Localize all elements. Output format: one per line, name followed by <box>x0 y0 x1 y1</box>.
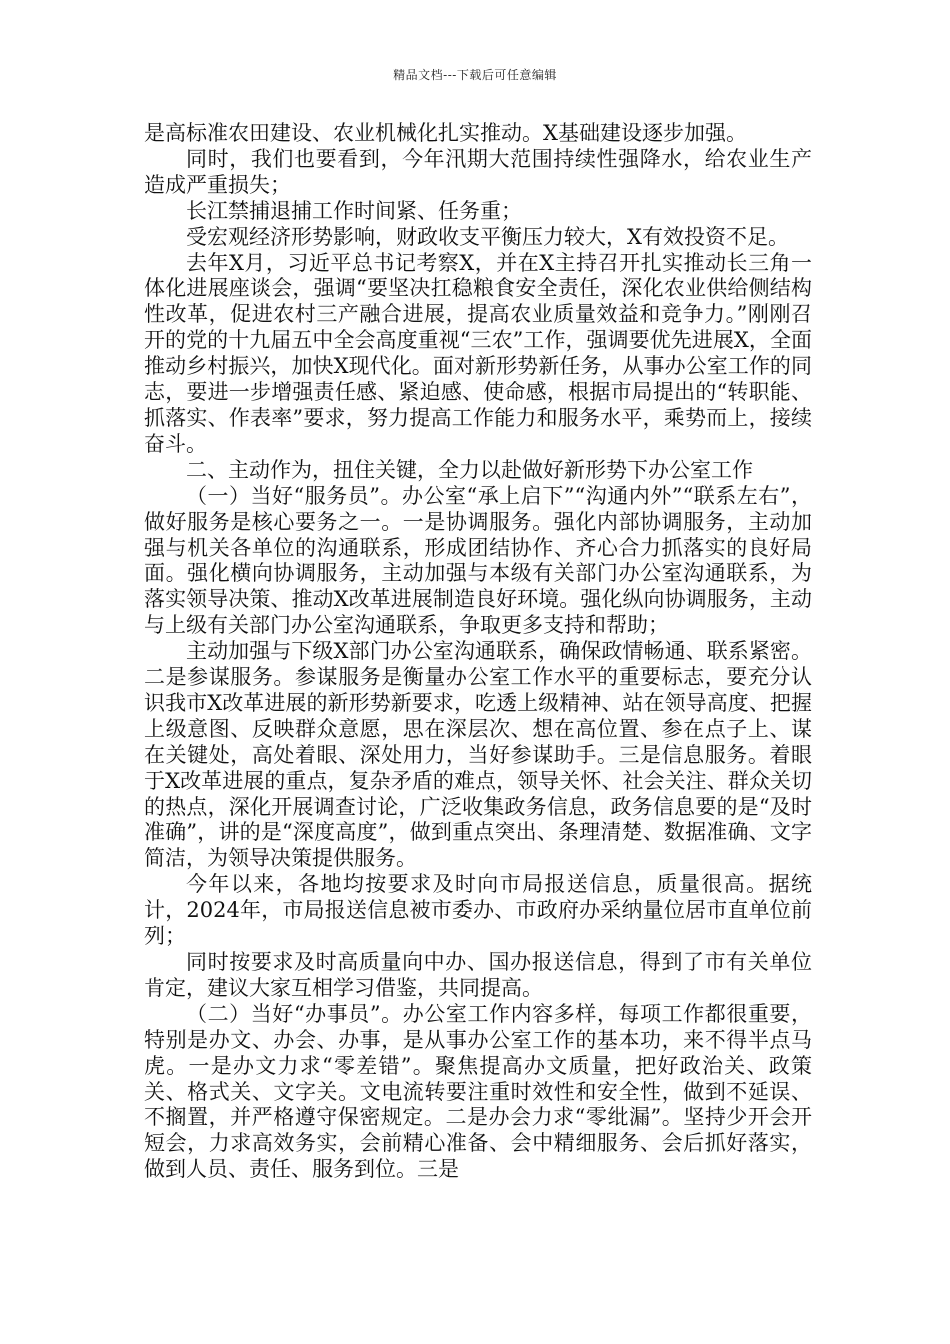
document-body <box>144 121 812 1183</box>
paragraph: 主动加强与下级X部门办公室沟通联系，确保政情畅通、联系紧密。二是参谋服务。参谋服务是衡量办公室工作水平的重要标志，要充分认识我市X改革进展的新形势新要求，吃透上级精神、站在领导高度、把握上级意图、反映群众意愿，思在深层次、想在高位置、参在点子上、谋在关键处，高处着眼、深处用力，当好参谋助手。三是信息服务。着眼于X改革进展的重点，复杂矛盾的难点，领导关怀、社会关注、群众关切的热点，深化开展调查讨论，广泛收集政务信息，政务信息要的是“及时准确”，讲的是“深度高度”，做到重点突出、条理清楚、数据准确、文字简洁，为领导决策提供服务。 <box>144 639 812 871</box>
paragraph: 去年X月，习近平总书记考察X，并在X主持召开扎实推动长三角一体化进展座谈会，强调“要坚决扛稳粮食安全责任，深化农业供给侧结构性改革，促进农村三产融合进展，提高农业质量效益和竞争力。”刚刚召开的党的十九届五中全会高度重视“三农”工作，强调要优先进展X，全面推动乡村振兴，加快X现代化。面对新形势新任务，从事办公室工作的同志，要进一步增强责任感、紧迫感、使命感，根据市局提出的“转职能、抓落实、作表率”要求，努力提高工作能力和服务水平，乘势而上，接续奋斗。 <box>144 250 812 456</box>
paragraph: 同时，我们也要看到，今年汛期大范围持续性强降水，给农业生产造成严重损失； <box>144 146 812 197</box>
paragraph: 长江禁捕退捕工作时间紧、任务重； <box>186 198 522 223</box>
paragraph: （二）当好“办事员”。办公室工作内容多样，每项工作都很重要，特别是办文、办会、办事，是从事办公室工作的基本功，来不得半点马虎。一是办文力求“零差错”。聚焦提高办文质量，把好政治关、政策关、格式关、文字关。文电流转要注重时效性和安全性，做到不延误、不搁置，并严格遵守保密规定。二是办会力求“零纰漏”。坚持少开会开短会，力求高效务实，会前精心准备、会中精细服务、会后抓好落实，做到人员、责任、服务到位。三是 <box>144 1001 812 1182</box>
paragraph: 受宏观经济形势影响，财政收支平衡压力较大，X有效投资不足。 <box>186 224 789 249</box>
section-heading: 二、主动作为，扭住关键，全力以赴做好新形势下办公室工作 <box>186 457 753 482</box>
paragraph: 是高标准农田建设、农业机械化扎实推动。X基础建设逐步加强。 <box>144 121 747 145</box>
page-header: 精品文档---下载后可任意编辑 <box>393 68 557 82</box>
paragraph: 今年以来，各地均按要求及时向市局报送信息，质量很高。据统计，2024年，市局报送信息被市委办、市政府办采纳量位居市直单位前列； <box>144 872 812 949</box>
paragraph: 同时按要求及时高质量向中办、国办报送信息，得到了市有关单位肯定，建议大家互相学习借鉴，共同提高。 <box>144 950 812 1000</box>
paragraph: （一）当好“服务员”。办公室“承上启下”“沟通内外”“联系左右”，做好服务是核心要务之一。一是协调服务。强化内部协调服务，主动加强与机关各单位的沟通联系，形成团结协作、齐心合力抓落实的良好局面。强化横向协调服务，主动加强与本级有关部门办公室沟通联系，为落实领导决策、推动X改革进展制造良好环境。强化纵向协调服务，主动与上级有关部门办公室沟通联系，争取更多支持和帮助； <box>144 483 812 638</box>
